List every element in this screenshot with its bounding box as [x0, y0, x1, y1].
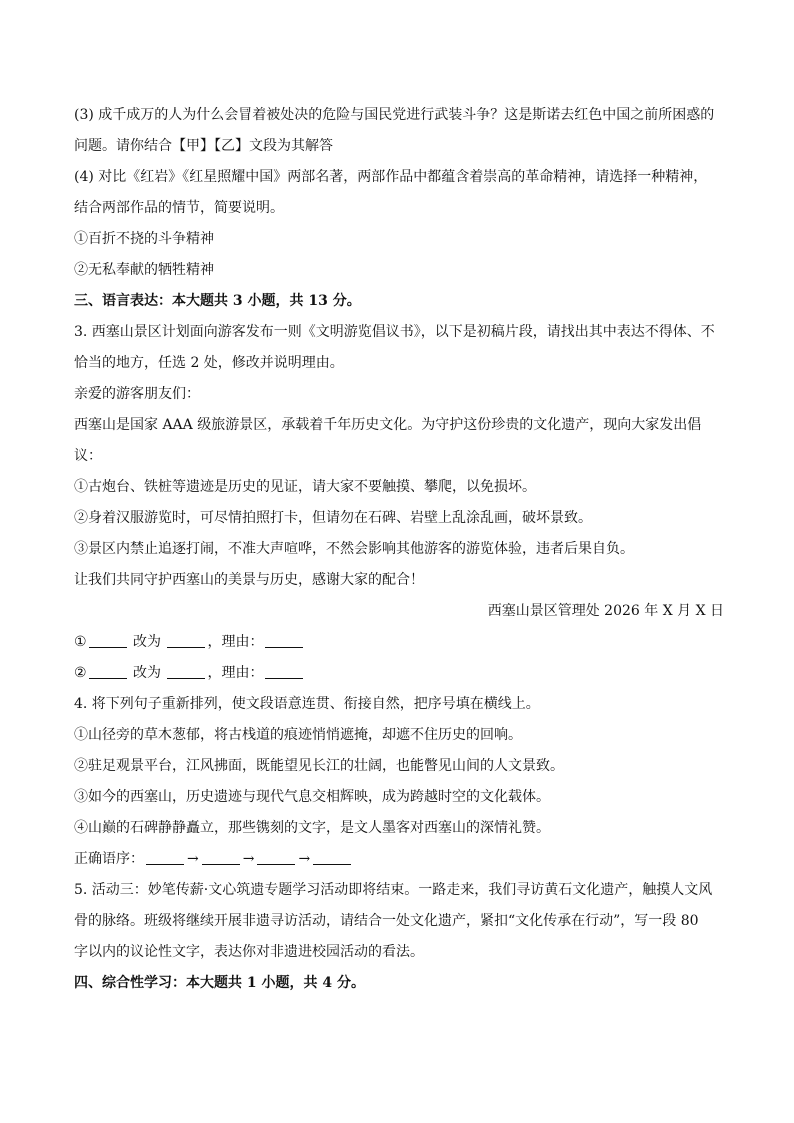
answer-blank[interactable] [265, 664, 303, 679]
q5-line-1: 5. 活动三：妙笔传薪·文心筑遗专题学习活动即将结束。一路走来，我们寻访黄石文化遗产，触摸人文风 [74, 882, 713, 898]
q4-prompt: 4. 将下列句子重新排列，使文段语意连贯、衔接自然，把序号填在横线上。 [74, 696, 540, 712]
q3-prompt-line-1: 3. 西塞山景区计划面向游客发布一则《文明游览倡议书》，以下是初稿片段，请找出其中表达不得体、不 [74, 324, 715, 340]
fill-num: ① [74, 634, 87, 650]
answer-blank[interactable] [167, 664, 205, 679]
question-3-line-2: 问题。请你结合【甲】【乙】文段为其解答 [74, 138, 333, 154]
question-4-line-1: (4) 对比《红岩》《红星照耀中国》两部名著，两部作品中都蕴含着崇高的革命精神，请选择一种精神， [74, 169, 708, 185]
letter-body-line-1: 西塞山是国家 AAA 级旅游景区，承载着千年历史文化。为守护这份珍贵的文化遗产，现向大家发出倡 [74, 417, 702, 433]
letter-item-1: ①古炮台、铁桩等遗迹是历史的见证，请大家不要触摸、攀爬，以免损坏。 [74, 479, 536, 495]
fill-reason: ，理由： [207, 634, 264, 650]
fill-mid: 改为 [133, 665, 162, 681]
fill-reason: ，理由： [207, 665, 264, 681]
fill-row-1 [74, 627, 724, 658]
letter-greeting: 亲爱的游客朋友们： [74, 386, 200, 402]
sentence-2: ②驻足观景平台，江风拂面，既能望见长江的壮阔，也能瞥见山间的人文景致。 [74, 758, 564, 774]
order-label: 正确语序： [74, 851, 144, 867]
fill-num: ② [74, 665, 87, 681]
letter-item-2: ②身着汉服游览时，可尽情拍照打卡，但请勿在石碑、岩壁上乱涂乱画，破坏景致。 [74, 510, 592, 526]
answer-blank[interactable] [146, 850, 184, 865]
sentence-3: ③如今的西塞山，历史遗迹与现代气息交相辉映，成为跨越时空的文化载体。 [74, 789, 550, 805]
section-heading-4: 四、综合性学习：本大题共 1 小题，共 4 分。 [74, 975, 365, 991]
answer-blank[interactable] [202, 850, 240, 865]
answer-blank[interactable] [167, 633, 205, 648]
answer-blank[interactable] [313, 850, 351, 865]
arrow: → [242, 851, 255, 867]
fill-mid: 改为 [133, 634, 162, 650]
q3-prompt-line-2: 恰当的地方，任选 2 处，修改并说明理由。 [74, 355, 344, 371]
letter-signature: 西塞山景区管理处 2026 年 X 月 X 日 [487, 603, 724, 619]
fill-row-2 [74, 658, 724, 689]
letter-closing: 让我们共同守护西塞山的美景与历史，感谢大家的配合！ [74, 572, 424, 588]
order-row [74, 844, 724, 875]
q5-line-2: 骨的脉络。班级将继续开展非遗寻访活动，请结合一处文化遗产，紧扣“文化传承在行动”，写一段 80 [74, 913, 699, 929]
letter-item-3: ③景区内禁止追逐打闹，不准大声喧哗，不然会影响其他游客的游览体验，违者后果自负。 [74, 541, 634, 557]
option-1: ①百折不挠的斗争精神 [74, 231, 214, 247]
letter-body-line-2: 议： [74, 448, 102, 464]
answer-blank[interactable] [89, 664, 127, 679]
sentence-1: ①山径旁的草木葱郁，将古栈道的痕迹悄悄遮掩，却遮不住历史的回响。 [74, 727, 522, 743]
question-3-line-1: (3) 成千成万的人为什么会冒着被处决的危险与国民党进行武装斗争？这是斯诺去红色中国之前所困惑的 [74, 107, 715, 123]
answer-blank[interactable] [265, 633, 303, 648]
document-page [74, 100, 724, 999]
q5-line-3: 字以内的议论性文字，表达你对非遗进校园活动的看法。 [74, 944, 424, 960]
option-2: ②无私奉献的牺牲精神 [74, 262, 214, 278]
section-heading-3: 三、语言表达：本大题共 3 小题，共 13 分。 [74, 293, 361, 309]
arrow: → [187, 851, 199, 867]
sentence-4: ④山巅的石碑静静矗立，那些镌刻的文字，是文人墨客对西塞山的深情礼赞。 [74, 820, 550, 836]
question-4-line-2: 结合两部作品的情节，简要说明。 [74, 200, 284, 216]
answer-blank[interactable] [257, 850, 295, 865]
answer-blank[interactable] [89, 633, 127, 648]
arrow: → [298, 851, 311, 867]
